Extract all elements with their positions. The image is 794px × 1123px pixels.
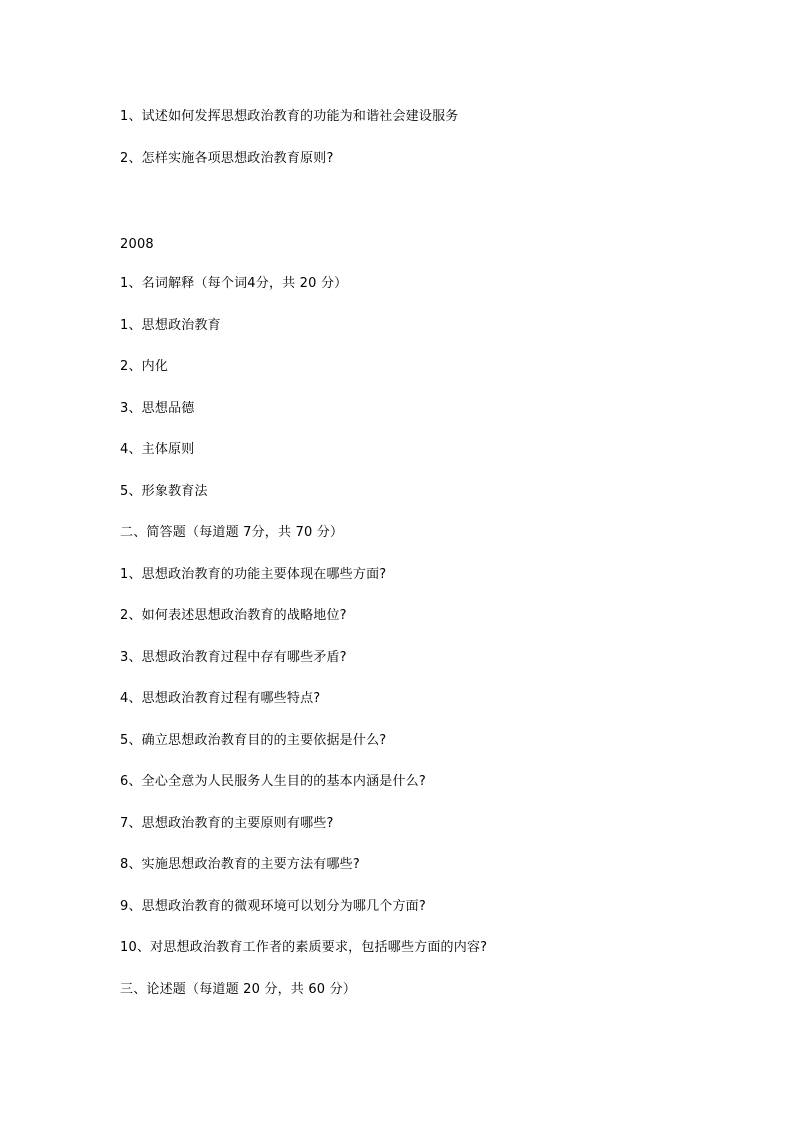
short-answer-7: 7、思想政治教育的主要原则有哪些? xyxy=(120,816,334,831)
short-answer-8: 8、实施思想政治教育的主要方法有哪些? xyxy=(120,857,360,872)
short-answer-3: 3、思想政治教育过程中存有哪些矛盾? xyxy=(120,650,347,665)
year-heading: 2008 xyxy=(120,237,154,252)
short-answer-6: 6、全心全意为人民服务人生目的的基本内涵是什么? xyxy=(120,774,426,789)
section-heading-essay: 三、论述题（每道题 20 分，共 60 分） xyxy=(120,982,357,997)
term-1: 1、思想政治教育 xyxy=(120,318,221,333)
term-2: 2、内化 xyxy=(120,359,169,374)
short-answer-10: 10、对思想政治教育工作者的素质要求，包括哪些方面的内容? xyxy=(120,940,488,955)
short-answer-9: 9、思想政治教育的微观环境可以划分为哪几个方面? xyxy=(120,899,426,914)
short-answer-2: 2、如何表述思想政治教育的战略地位? xyxy=(120,608,347,623)
short-answer-1: 1、思想政治教育的功能主要体现在哪些方面? xyxy=(120,567,387,582)
short-answer-4: 4、思想政治教育过程有哪些特点? xyxy=(120,691,321,706)
section-heading-terms: 1、名词解释（每个词4分，共 20 分） xyxy=(120,276,348,291)
term-5: 5、形象教育法 xyxy=(120,484,208,499)
short-answer-5: 5、确立思想政治教育目的的主要依据是什么? xyxy=(120,733,387,748)
term-3: 3、思想品德 xyxy=(120,401,195,416)
essay-question-2: 2、怎样实施各项思想政治教育原则? xyxy=(120,151,334,166)
essay-question-1: 1、试述如何发挥思想政治教育的功能为和谐社会建设服务 xyxy=(120,109,459,124)
section-heading-short-answer: 二、简答题（每道题 7分，共 70 分） xyxy=(120,525,344,540)
term-4: 4、主体原则 xyxy=(120,442,195,457)
